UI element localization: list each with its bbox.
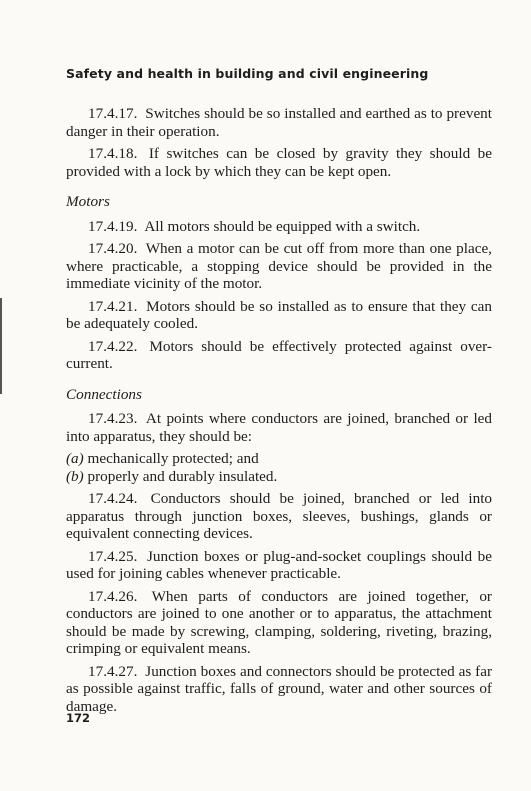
paragraph-number: 17.4.18. (88, 145, 138, 162)
paragraph-17-4-22 (66, 338, 492, 373)
section-heading-motors: Motors (66, 193, 110, 210)
paragraph-text: Junction boxes or plug-and-socket couplings should be used for joining cables whenever practicable. (66, 547, 492, 582)
list-item-label: (a) (66, 450, 84, 467)
paragraph-number: 17.4.21. (88, 297, 138, 315)
paragraph-number: 17.4.23. (88, 410, 138, 427)
paragraph-text: If switches can be closed by gravity they should be provided with a lock by which they can be kept open. (66, 145, 492, 180)
section-heading-connections: Connections (66, 385, 142, 403)
paragraph-number: 17.4.22. (88, 337, 138, 355)
list-item-a (66, 450, 492, 468)
paragraph-text: Switches should be so installed and earthed as to prevent danger in their operation. (66, 105, 492, 140)
list-item-label: (b) (66, 467, 84, 485)
paragraph-17-4-27 (66, 663, 492, 716)
page-edge-mark (0, 298, 2, 394)
paragraph-17-4-24 (66, 490, 492, 543)
paragraph-text: When a motor can be cut off from more than one place, where practicable, a stopping device should be provided in the immediate vicinity of the motor. (66, 240, 492, 292)
page-number: 172 (66, 711, 91, 725)
list-item-b (66, 468, 492, 486)
running-head: Safety and health in building and civil engineering (66, 66, 429, 81)
paragraph-text: When parts of conductors are joined together, or conductors are joined to one another or to apparatus, the attachment should be made by screwing, clamping, soldering, riveting, brazing, crimping or equivalent means. (66, 587, 492, 657)
paragraph-17-4-19 (66, 218, 492, 236)
paragraph-17-4-23 (66, 410, 492, 445)
paragraph-text: Motors should be so installed as to ensure that they can be adequately cooled. (66, 297, 493, 332)
paragraph-17-4-17 (66, 105, 492, 140)
paragraph-17-4-26 (66, 588, 492, 658)
page-body (66, 105, 492, 720)
paragraph-number: 17.4.24. (88, 490, 138, 507)
paragraph-17-4-25 (66, 548, 492, 583)
list-item-text: mechanically protected; and (87, 450, 259, 467)
paragraph-number: 17.4.19. (88, 217, 138, 235)
paragraph-text: Conductors should be joined, branched or led into apparatus through junction boxes, sleeves, bushings, glands or equivalent connecting devices. (66, 490, 493, 542)
paragraph-text: All motors should be equipped with a switch. (144, 217, 421, 235)
paragraph-number: 17.4.20. (88, 240, 138, 257)
paragraph-17-4-20 (66, 240, 492, 293)
paragraph-number: 17.4.26. (88, 587, 138, 605)
paragraph-number: 17.4.27. (88, 662, 138, 680)
paragraph-text: At points where conductors are joined, branched or led into apparatus, they should be: (66, 410, 492, 445)
paragraph-text: Junction boxes and connectors should be protected as far as possible against traffic, falls of ground, water and other sources of damage. (66, 662, 493, 715)
paragraph-number: 17.4.17. (88, 105, 138, 122)
paragraph-17-4-18 (66, 145, 492, 180)
paragraph-number: 17.4.25. (88, 547, 138, 565)
list-item-text: properly and durably insulated. (87, 467, 278, 485)
paragraph-17-4-21 (66, 298, 492, 333)
paragraph-text: Motors should be effectively protected against over-current. (66, 337, 492, 372)
